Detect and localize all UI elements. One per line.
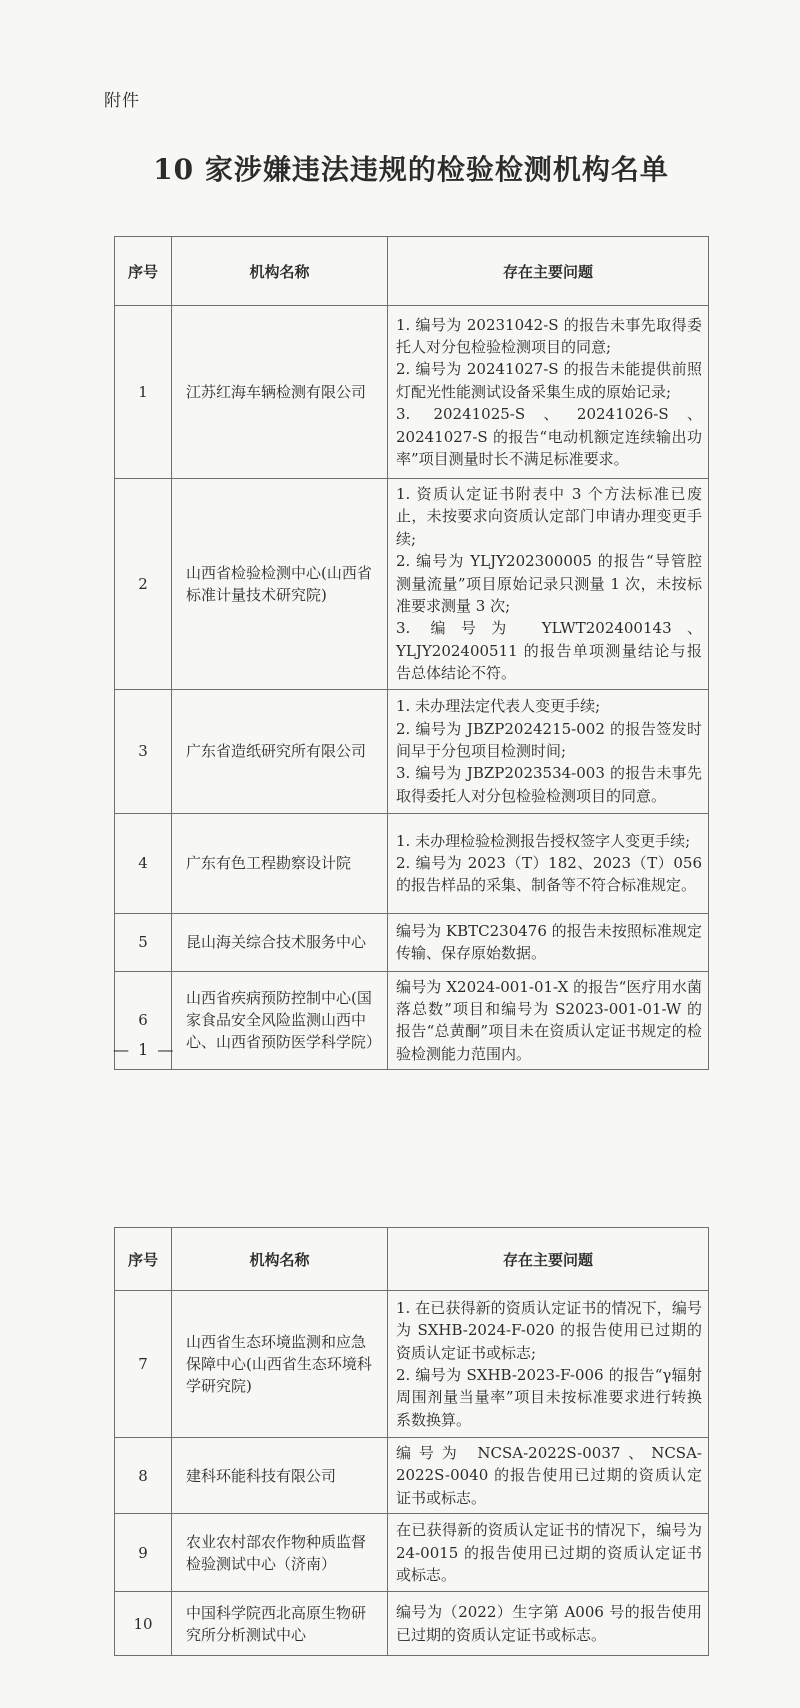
- issues-cell: [388, 1438, 709, 1514]
- table-row: [115, 479, 709, 690]
- row-number: 9: [115, 1514, 172, 1592]
- issue-item: 1. 在已获得新的资质认定证书的情况下，编号为 SXHB-2024-F-020 的报告使用已过期的资质认定证书或标志;: [396, 1298, 702, 1362]
- table-row: [115, 689, 709, 813]
- org-name: 广东省造纸研究所有限公司: [172, 689, 388, 813]
- issue-item: 3. 编号为 JBZP2023534-003 的报告未事先取得委托人对分包检验检测项目的同意。: [396, 764, 702, 805]
- row-number: 10: [115, 1592, 172, 1656]
- header-org-name: 机构名称: [172, 237, 388, 306]
- table-row: [115, 1514, 709, 1592]
- org-name: 中国科学院西北高原生物研究所分析测试中心: [172, 1592, 388, 1656]
- header-no: 序号: [115, 1228, 172, 1291]
- issue-item: 2. 编号为 2023（T）182、2023（T）056 的报告样品的采集、制备等不符合标准规定。: [396, 853, 702, 895]
- issue-item: 3. 20241025-S、20241026-S、20241027-S 的报告“电动机额定连续输出功率”项目测量时长不满足标准要求。: [396, 405, 702, 469]
- violation-table-page2: [114, 1227, 709, 1656]
- issue-item: 1. 未办理检验检测报告授权签字人变更手续;: [396, 831, 691, 850]
- table-row: [115, 913, 709, 971]
- org-name: 农业农村部农作物种质监督检验测试中心（济南）: [172, 1514, 388, 1592]
- row-number: 6: [115, 971, 172, 1070]
- issue-item: 2. 编号为 SXHB-2023-F-006 的报告“γ辐射周围剂量当量率”项目未按标准要求进行转换系数换算。: [396, 1366, 702, 1429]
- row-number: 5: [115, 913, 172, 971]
- attachment-label: 附件: [104, 91, 140, 111]
- page-number: — 1 —: [113, 1040, 176, 1059]
- org-name: 山西省生态环境监测和应急保障中心(山西省生态环境科学研究院): [172, 1291, 388, 1438]
- header-no: 序号: [115, 237, 172, 306]
- issue-item: 1. 未办理法定代表人变更手续;: [396, 697, 601, 716]
- issues-cell: [388, 913, 709, 971]
- org-name: 江苏红海车辆检测有限公司: [172, 306, 388, 479]
- row-number: 8: [115, 1438, 172, 1514]
- issue-item: 1. 资质认定证书附表中 3 个方法标准已废止，未按要求向资质认定部门申请办理变更手续;: [396, 485, 702, 548]
- issues-cell: [388, 1514, 709, 1592]
- row-number: 2: [115, 479, 172, 690]
- issue-item: 2. 编号为 JBZP2024215-002 的报告签发时间早于分包项目检测时间;: [396, 719, 702, 760]
- row-number: 7: [115, 1291, 172, 1438]
- issue-item: 编号为 X2024-001-01-X 的报告“医疗用水菌落总数”项目和编号为 S2023-001-01-W 的报告“总黄酮”项目未在资质认定证书规定的检验检测能力范围内。: [396, 977, 702, 1063]
- row-number: 3: [115, 689, 172, 813]
- issue-item: 编号为（2022）生字第 A006 号的报告使用已过期的资质认定证书或标志。: [396, 1603, 702, 1644]
- org-name: 山西省疾病预防控制中心(国家食品安全风险监测山西中心、山西省预防医学科学院）: [172, 971, 388, 1070]
- issue-item: 3. 编号为 YLWT202400143、YLJY202400511 的报告单项测量结论与报告总体结论不符。: [396, 619, 702, 683]
- table-row: [115, 306, 709, 479]
- issue-item: 2. 编号为 20241027-S 的报告未能提供前照灯配光性能测试设备采集生成的原始记录;: [396, 360, 702, 401]
- header-main-issues: 存在主要问题: [388, 1228, 709, 1291]
- issues-cell: [388, 813, 709, 913]
- row-number: 4: [115, 813, 172, 913]
- org-name: 山西省检验检测中心(山西省标准计量技术研究院): [172, 479, 388, 690]
- issues-cell: [388, 689, 709, 813]
- table-row: [115, 1592, 709, 1656]
- issue-item: 编号为 KBTC230476 的报告未按照标准规定传输、保存原始数据。: [396, 921, 702, 963]
- header-org-name: 机构名称: [172, 1228, 388, 1291]
- page-title: 10 家涉嫌违法违规的检验检测机构名单: [153, 153, 669, 186]
- issues-cell: [388, 971, 709, 1070]
- issue-item: 2. 编号为 YLJY202300005 的报告“导管腔测量流量”项目原始记录只测量 1 次，未按标准要求测量 3 次;: [396, 552, 702, 616]
- issues-cell: [388, 306, 709, 479]
- issue-item: 1. 编号为 20231042-S 的报告未事先取得委托人对分包检验检测项目的同意;: [396, 315, 702, 356]
- org-name: 建科环能科技有限公司: [172, 1438, 388, 1514]
- violation-table-page1: [114, 236, 709, 1070]
- table-row: [115, 813, 709, 913]
- issues-cell: [388, 479, 709, 690]
- table-header-row: [115, 237, 709, 306]
- table-row: [115, 971, 709, 1070]
- issue-item: 在已获得新的资质认定证书的情况下，编号为 24-0015 的报告使用已过期的资质认定证书或标志。: [396, 1521, 702, 1584]
- table-row: [115, 1438, 709, 1514]
- org-name: 广东有色工程勘察设计院: [172, 813, 388, 913]
- issues-cell: [388, 1291, 709, 1438]
- table-header-row: [115, 1228, 709, 1291]
- row-number: 1: [115, 306, 172, 479]
- issues-cell: [388, 1592, 709, 1656]
- issue-item: 编号为 NCSA-2022S-0037、NCSA-2022S-0040 的报告使用已过期的资质认定证书或标志。: [396, 1444, 702, 1507]
- org-name: 昆山海关综合技术服务中心: [172, 913, 388, 971]
- header-main-issues: 存在主要问题: [388, 237, 709, 306]
- table-row: [115, 1291, 709, 1438]
